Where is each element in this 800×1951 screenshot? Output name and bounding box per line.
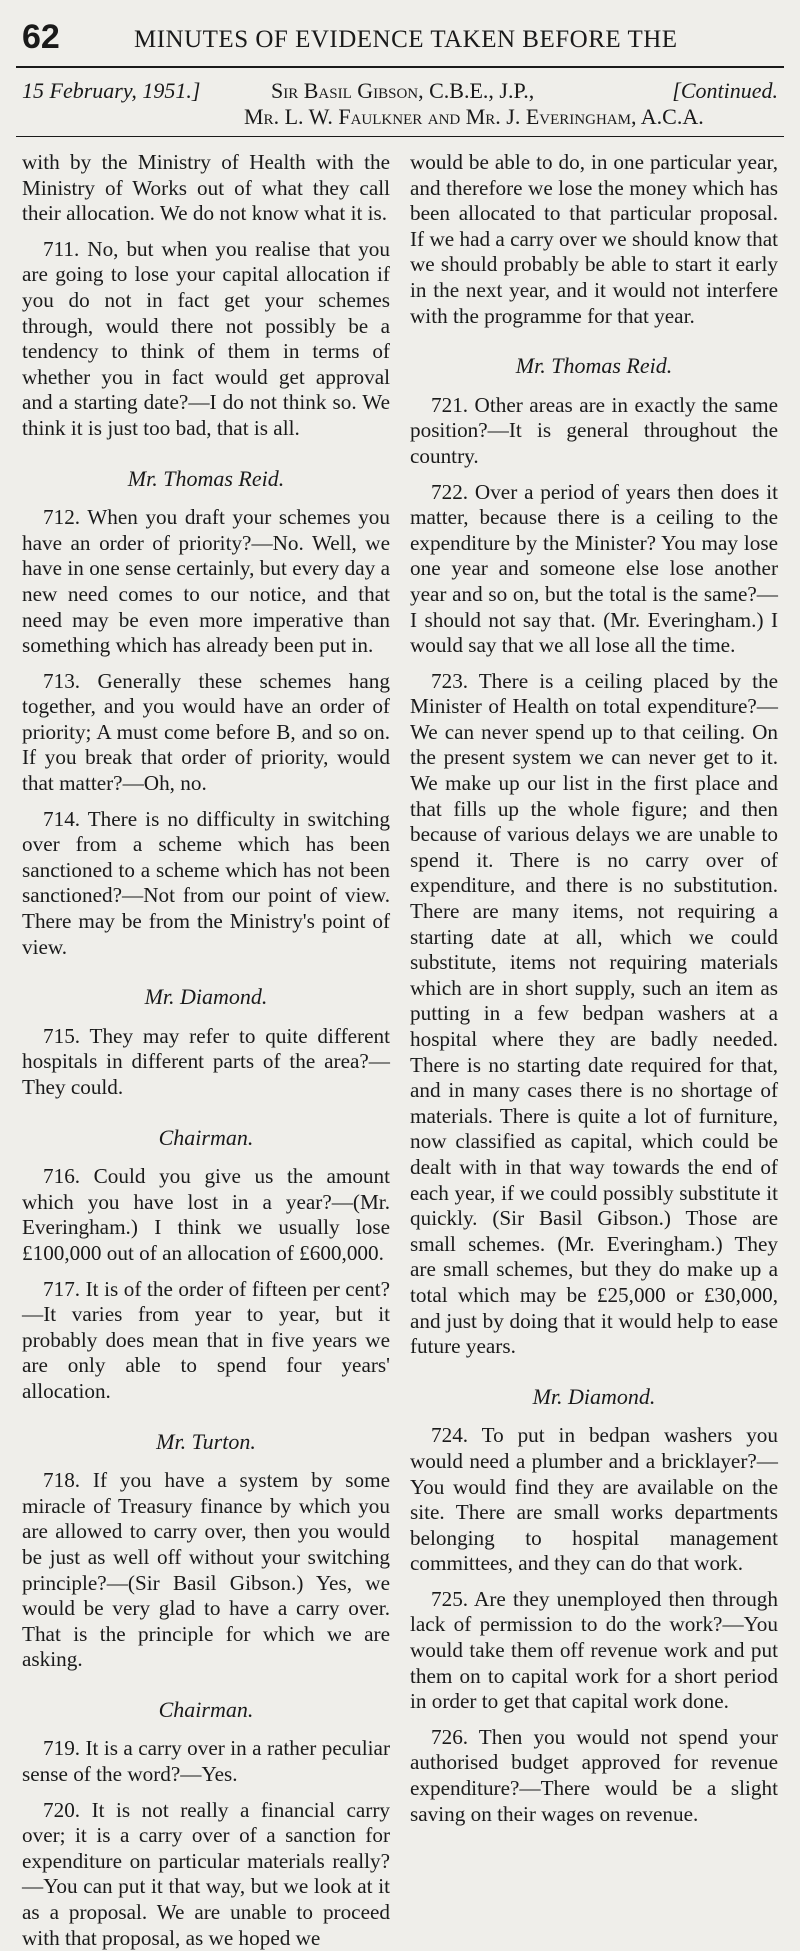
question-712: 712. When you draft your schemes you have an order of priority?—No. Well, we have in one sense certainly, but every day a new need comes to our notice, and that need may be even more imperative than something which has already been put in. [22,505,390,658]
question-725: 725. Are they unemployed then through lack of permission to do the work?—You would take them off revenue work and put them on to capital work for a short period in order to get that capital work done. [410,1586,778,1714]
speaker-heading: Chairman. [158,1696,254,1722]
question-718: 718. If you have a system by some miracle of Treasury finance by which you are allowed to carry over, then you would be just as well off without your switching principle?—(Sir Basil Gibson.) Yes, we would be very glad to have a carry over. That is the principle for which we are asking. [22,1468,390,1672]
left-column [22,150,390,1951]
question-717: 717. It is of the order of fifteen per cent?—It varies from year to year, but it probably does mean that in five years we are only able to spend four years' allocation. [22,1276,390,1403]
page-number: 62 [22,18,60,56]
document-page [16,0,784,1950]
question-723: 723. There is a ceiling placed by the Minister of Health on total expenditure?—We can never spend up to that ceiling. On the present system we can never get to it. We make up our list in the first place and that fills up the whole figure; and then because of various delays we are unable to spend it. There is no carry over of expenditure, and there is no substitution. There are many items, not requiring a starting date at all, which we could substitute, items not requiring materials which are in short supply, such an item as putting in a few bedpan washers at a hospital where they are badly needed. There is no starting date required for that, and in many cases there is no shortage of materials. There is quite a lot of furniture, now classified as capital, which could be dealt with in that way towards the end of each year, if we could possibly substitute it quickly. (Sir Basil Gibson.) Those are small schemes. (Mr. Everingham.) They are small schemes, but they do make up a total which may be £25,000 or £30,000, and just by doing that it would help to ease future years. [410,668,778,1359]
witnesses-line-1: Sir Basil Gibson, C.B.E., J.P., [271,78,535,103]
question-721: 721. Other areas are in exactly the same position?—It is general throughout the country. [410,392,778,468]
paragraph: with by the Ministry of Health with the Ministry of Works out of what they call their allocation. We do not know what it is. [22,150,390,226]
question-722: 722. Over a period of years then does it matter, because there is a ceiling to the expenditure by the Minister? You may lose one year and someone else lose another year and so on, but the total is the same?—I should not say that. (Mr. Everingham.) I would say that we all lose all the time. [410,479,778,658]
question-715: 715. They may refer to quite different hospitals in different parts of the area?—They could. [22,1023,390,1099]
paragraph: would be able to do, in one particular year, and therefore we lose the money which has been allocated to that particular proposal. If we had a carry over we should know that we should probably be able to start it early in the next year, and it would not interfere with the programme for that year. [410,150,778,328]
question-720: 720. It is not really a financial carry over; it is a carry over of a sanction for expenditure on particular materials really?—You can put it that way, but we look at it as a proposal. We are unable to proceed with that proposal, as we hoped we [22,1797,390,1950]
speaker-heading: Mr. Diamond. [532,1383,656,1409]
right-column [410,150,778,1827]
subheader-rule [16,136,784,137]
continued-label: [Continued. [672,78,778,103]
question-714: 714. There is no difficulty in switching over from a scheme which has been sanctioned to a scheme which has not been sanctioned?—Not from our point of view. There may be from the Ministry's point of view. [22,806,390,959]
question-719: 719. It is a carry over in a rather peculiar sense of the word?—Yes. [22,1736,390,1787]
running-title: MINUTES OF EVIDENCE TAKEN BEFORE THE [134,26,678,53]
question-724: 724. To put in bedpan washers you would need a plumber and a bricklayer?—You would find they are available on the site. There are small works departments belonging to hospital management committees, and they can do that work. [410,1423,778,1576]
witnesses-line-2: Mr. L. W. Faulkner and Mr. J. Everingham, A.C.A. [244,104,704,129]
question-726: 726. Then you would not spend your authorised budget approved for revenue expenditure?—There would be a slight saving on their wages on revenue. [410,1724,778,1826]
speaker-heading: Mr. Diamond. [144,984,268,1010]
question-711: 711. No, but when you realise that you are going to lose your capital allocation if you do not in fact get your schemes through, would there not possibly be a tendency to think of them in terms of whether you in fact would get approval and a starting date?—I do not think so. We think it is just too bad, that is all. [22,236,390,440]
speaker-heading: Chairman. [158,1124,254,1150]
question-713: 713. Generally these schemes hang together, and you would have an order of priority; A must come before B, and so on. If you break that order of priority, would that matter?—Oh, no. [22,668,390,796]
sitting-date: 15 February, 1951.] [22,78,201,103]
speaker-heading: Mr. Thomas Reid. [515,353,673,379]
question-716: 716. Could you give us the amount which you have lost in a year?—(Mr. Everingham.) I think we usually lose £100,000 out of an allocation of £600,000. [22,1164,390,1265]
header-rule [16,66,784,68]
speaker-heading: Mr. Turton. [156,1428,256,1454]
speaker-heading: Mr. Thomas Reid. [127,465,285,491]
